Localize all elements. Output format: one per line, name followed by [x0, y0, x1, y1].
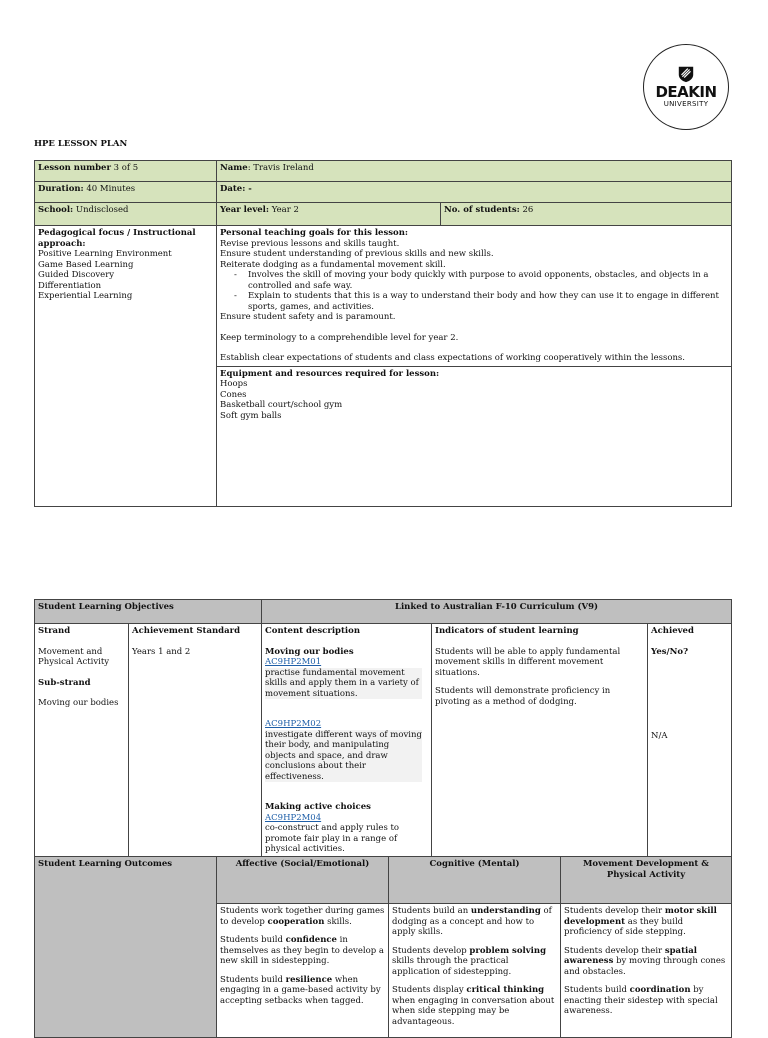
- curriculum-code-link[interactable]: AC9HP2M04: [265, 812, 322, 823]
- document-title: HPE LESSON PLAN: [34, 139, 128, 149]
- pedagogy-item: Experiential Learning: [38, 291, 133, 301]
- achieved-cell: [648, 624, 732, 858]
- achievement-cell: [129, 624, 262, 858]
- students-count-label: No. of students:: [444, 205, 520, 215]
- content-description-cell: [262, 624, 432, 858]
- year-level-label: Year level:: [220, 205, 270, 215]
- lesson-plan-table: [34, 160, 732, 507]
- lesson-number-label: Lesson number: [38, 163, 111, 173]
- teacher-name-value: : Travis Ireland: [247, 163, 314, 173]
- indicators-header: Indicators of student learning: [435, 626, 579, 636]
- goal-terminology: Keep terminology to a comprehendible level for year 2.: [220, 332, 459, 343]
- date-label: Date: -: [220, 184, 252, 194]
- strand-cell: [35, 624, 129, 858]
- movement-header: Movement Development & Physical Activity: [561, 857, 732, 904]
- outcomes-table: [34, 856, 732, 1038]
- school-label: School:: [38, 205, 74, 215]
- indicator-text: Students will be able to apply fundamental movement skills in different movement situations.: [435, 646, 621, 678]
- equipment-heading: Equipment and resources required for lesson:: [220, 368, 440, 379]
- goal-bullet-text: Explain to students that this is a way to understand their body and how they can use it to engage in different sports, games, and activities.: [248, 291, 719, 312]
- goal-line: Reiterate dodging as a fundamental movement skill.: [220, 259, 446, 270]
- equipment-item: Cones: [220, 389, 247, 400]
- logo-name: DEAKIN: [655, 83, 717, 101]
- affective-outcome: Students build confidence in themselves as they begin to develop a new skill in sidestepping.: [220, 935, 384, 966]
- equipment-item: Basketball court/school gym: [220, 400, 343, 410]
- curriculum-link-header: Linked to Australian F-10 Curriculum (V9): [262, 600, 732, 624]
- substrand-value: Moving our bodies: [38, 698, 119, 708]
- goal-bullet: [220, 270, 728, 291]
- pedagogy-heading: Pedagogical focus / Instructional approach:: [38, 228, 196, 249]
- goal-expectations: Establish clear expectations of students and class expectations of working cooperatively within the lessons.: [220, 353, 685, 363]
- equipment-cell: [217, 366, 732, 506]
- outcomes-title: Student Learning Outcomes: [35, 857, 217, 1038]
- goal-safety: Ensure student safety and is paramount.: [220, 312, 396, 322]
- curriculum-code-link[interactable]: AC9HP2M01: [265, 657, 322, 667]
- teaching-goals-cell: [217, 226, 732, 367]
- goal-line: Ensure student understanding of previous skills and new skills.: [220, 249, 494, 259]
- date-cell: [217, 182, 732, 203]
- lesson-number-value: 3 of 5: [110, 163, 139, 173]
- teacher-name-cell: [217, 161, 732, 182]
- affective-header: Affective (Social/Emotional): [217, 857, 389, 904]
- duration-label: Duration:: [38, 184, 84, 194]
- teaching-goals-heading: Personal teaching goals for this lesson:: [220, 228, 409, 238]
- deakin-logo: [643, 44, 729, 130]
- achievement-header: Achievement Standard: [132, 626, 241, 636]
- cognitive-outcome: Students develop problem solving skills through the practical application of sidestepping.: [392, 945, 547, 977]
- pedagogy-cell: [35, 226, 217, 507]
- students-count-value: 26: [519, 205, 534, 215]
- pedagogy-item: Differentiation: [38, 280, 102, 291]
- lesson-number-cell: [35, 161, 217, 182]
- bullet-dash: -: [234, 270, 237, 280]
- content-description: co-construct and apply rules to promote fair play in a range of physical activities.: [265, 823, 400, 854]
- equipment-item: Soft gym balls: [220, 410, 282, 421]
- achieved-na: N/A: [651, 731, 668, 741]
- cognitive-outcome: Students build an understanding of dodging as a concept and how to apply skills.: [392, 906, 552, 937]
- strand-value: Movement and Physical Activity: [38, 646, 110, 667]
- year-level-cell: [217, 203, 441, 226]
- deakin-crest-icon: [677, 65, 695, 83]
- content-description: practise fundamental movement skills and apply them in a variety of movement situations.: [265, 668, 422, 700]
- cognitive-outcome: Students display critical thinking when engaging in conversation about when side stepping may be advantageous.: [392, 985, 555, 1027]
- school-cell: [35, 203, 217, 226]
- logo-sub: UNIVERSITY: [663, 100, 709, 108]
- pedagogy-item: Guided Discovery: [38, 270, 115, 280]
- cognitive-header: Cognitive (Mental): [389, 857, 561, 904]
- content-description: investigate different ways of moving their body, and manipulating objects and space, and draw conclusions about their effectiveness.: [265, 729, 422, 782]
- students-count-cell: [441, 203, 732, 226]
- content-header: Content description: [265, 626, 360, 636]
- duration-cell: [35, 182, 217, 203]
- affective-outcome: Students build resilience when engaging in a game-based activity by accepting setbacks when tagged.: [220, 974, 381, 1006]
- year-level-value: Year 2: [269, 205, 299, 215]
- curriculum-code-link[interactable]: AC9HP2M02: [265, 719, 322, 729]
- movement-outcome: Students develop their spatial awareness by moving through cones and obstacles.: [564, 945, 726, 977]
- active-choices-heading: Making active choices: [265, 802, 371, 812]
- teacher-name-label: Name: [220, 163, 248, 173]
- objectives-table: [34, 599, 732, 858]
- substrand-label: Sub-strand: [38, 677, 91, 688]
- achievement-value: Years 1 and 2: [132, 646, 191, 657]
- moving-heading: Moving our bodies: [265, 646, 354, 657]
- affective-outcome: Students work together during games to develop cooperation skills.: [220, 906, 385, 927]
- movement-outcome: Students build coordination by enacting their sidestep with special awareness.: [564, 985, 718, 1016]
- affective-cell: [217, 904, 389, 1038]
- strand-header: Strand: [38, 626, 71, 636]
- school-value: Undisclosed: [73, 205, 129, 215]
- equipment-item: Hoops: [220, 379, 248, 389]
- pedagogy-item: Game Based Learning: [38, 259, 134, 270]
- indicator-text: Students will demonstrate proficiency in pivoting as a method of dodging.: [435, 686, 611, 707]
- duration-value: 40 Minutes: [83, 184, 136, 194]
- pedagogy-item: Positive Learning Environment: [38, 249, 172, 259]
- cognitive-cell: [389, 904, 561, 1038]
- objectives-title: Student Learning Objectives: [35, 600, 262, 624]
- goal-bullet: [220, 291, 728, 312]
- movement-outcome: Students develop their motor skill development as they build proficiency of side stepping.: [564, 906, 717, 937]
- goal-line: Revise previous lessons and skills taught.: [220, 238, 400, 249]
- bullet-dash: -: [234, 291, 237, 301]
- achieved-header: Achieved: [651, 626, 694, 636]
- achieved-yes-no: Yes/No?: [651, 646, 689, 657]
- movement-cell: [561, 904, 732, 1038]
- goal-bullet-text: Involves the skill of moving your body quickly with purpose to avoid opponents, obstacles, and objects in a controlled and safe way.: [248, 270, 709, 291]
- indicators-cell: [432, 624, 648, 858]
